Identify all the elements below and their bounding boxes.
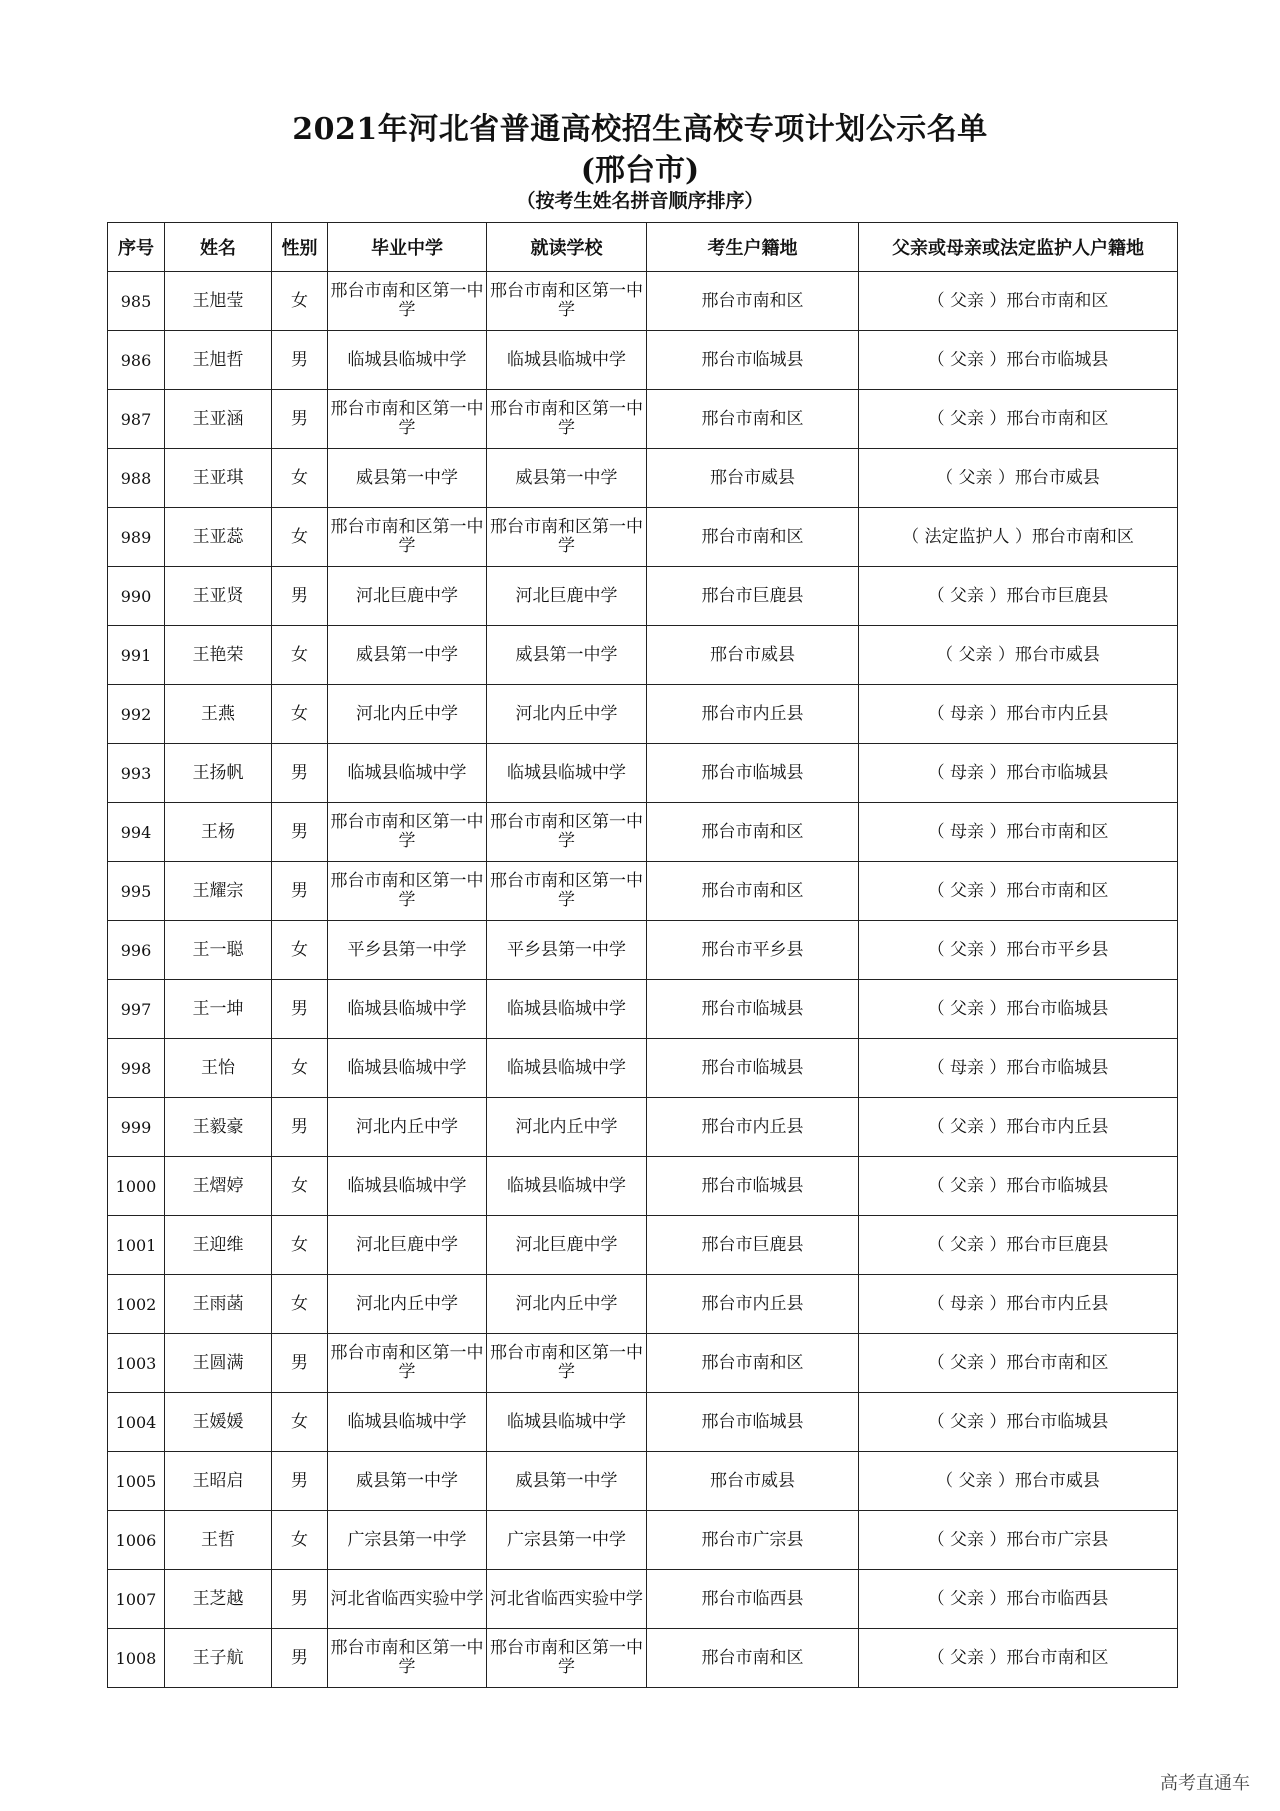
table-row [108,449,1178,508]
cell-guardian-registration: （ 父亲 ）邢台市临西县 [859,1570,1178,1629]
cell-guardian-registration: （ 父亲 ）邢台市威县 [859,449,1178,508]
table-row [108,1629,1178,1688]
cell-name: 王毅豪 [165,1098,272,1157]
cell-current-school: 广宗县第一中学 [487,1511,647,1570]
cell-guardian-registration: （ 父亲 ）邢台市临城县 [859,980,1178,1039]
cell-graduation-school: 平乡县第一中学 [328,921,487,980]
table-row [108,508,1178,567]
cell-gender: 男 [272,803,328,862]
cell-graduation-school: 邢台市南和区第一中学 [328,390,487,449]
cell-gender: 女 [272,921,328,980]
cell-household-registration: 邢台市南和区 [647,803,859,862]
cell-household-registration: 邢台市内丘县 [647,685,859,744]
cell-guardian-registration: （ 母亲 ）邢台市内丘县 [859,685,1178,744]
table-row [108,1275,1178,1334]
cell-name: 王哲 [165,1511,272,1570]
cell-gender: 女 [272,508,328,567]
cell-gender: 男 [272,862,328,921]
cell-household-registration: 邢台市威县 [647,626,859,685]
cell-current-school: 威县第一中学 [487,449,647,508]
cell-household-registration: 邢台市威县 [647,1452,859,1511]
cell-current-school: 邢台市南和区第一中学 [487,272,647,331]
cell-serial: 1006 [108,1511,165,1570]
header-guardian-registration: 父亲或母亲或法定监护人户籍地 [859,223,1178,272]
cell-gender: 男 [272,1334,328,1393]
cell-current-school: 邢台市南和区第一中学 [487,1629,647,1688]
cell-serial: 986 [108,331,165,390]
table-row [108,272,1178,331]
cell-serial: 994 [108,803,165,862]
cell-serial: 993 [108,744,165,803]
cell-graduation-school: 河北内丘中学 [328,1098,487,1157]
cell-gender: 男 [272,567,328,626]
cell-guardian-registration: （ 父亲 ）邢台市南和区 [859,1629,1178,1688]
cell-current-school: 河北内丘中学 [487,685,647,744]
cell-current-school: 河北省临西实验中学 [487,1570,647,1629]
cell-name: 王怡 [165,1039,272,1098]
cell-current-school: 邢台市南和区第一中学 [487,862,647,921]
cell-guardian-registration: （ 父亲 ）邢台市巨鹿县 [859,1216,1178,1275]
cell-graduation-school: 临城县临城中学 [328,1393,487,1452]
cell-serial: 992 [108,685,165,744]
cell-graduation-school: 邢台市南和区第一中学 [328,862,487,921]
cell-serial: 1003 [108,1334,165,1393]
cell-name: 王旭莹 [165,272,272,331]
cell-graduation-school: 河北内丘中学 [328,1275,487,1334]
cell-current-school: 河北巨鹿中学 [487,567,647,626]
cell-guardian-registration: （ 父亲 ）邢台市临城县 [859,1157,1178,1216]
cell-gender: 女 [272,1393,328,1452]
cell-guardian-registration: （ 父亲 ）邢台市南和区 [859,862,1178,921]
cell-household-registration: 邢台市巨鹿县 [647,567,859,626]
cell-guardian-registration: （ 母亲 ）邢台市南和区 [859,803,1178,862]
cell-gender: 男 [272,1570,328,1629]
cell-household-registration: 邢台市南和区 [647,508,859,567]
cell-household-registration: 邢台市临城县 [647,980,859,1039]
cell-serial: 1008 [108,1629,165,1688]
cell-gender: 男 [272,1452,328,1511]
cell-gender: 女 [272,1039,328,1098]
cell-current-school: 邢台市南和区第一中学 [487,1334,647,1393]
cell-serial: 988 [108,449,165,508]
table-row [108,331,1178,390]
cell-serial: 996 [108,921,165,980]
cell-name: 王一坤 [165,980,272,1039]
cell-graduation-school: 河北巨鹿中学 [328,567,487,626]
cell-current-school: 临城县临城中学 [487,980,647,1039]
cell-current-school: 临城县临城中学 [487,1157,647,1216]
cell-gender: 女 [272,1216,328,1275]
cell-graduation-school: 河北内丘中学 [328,685,487,744]
cell-graduation-school: 河北省临西实验中学 [328,1570,487,1629]
table-row [108,803,1178,862]
cell-graduation-school: 威县第一中学 [328,449,487,508]
cell-guardian-registration: （ 父亲 ）邢台市临城县 [859,331,1178,390]
cell-gender: 女 [272,1511,328,1570]
table-row [108,1334,1178,1393]
cell-serial: 997 [108,980,165,1039]
cell-guardian-registration: （ 母亲 ）邢台市临城县 [859,1039,1178,1098]
cell-graduation-school: 威县第一中学 [328,626,487,685]
cell-household-registration: 邢台市内丘县 [647,1098,859,1157]
cell-current-school: 临城县临城中学 [487,744,647,803]
cell-household-registration: 邢台市临城县 [647,744,859,803]
cell-gender: 女 [272,449,328,508]
cell-serial: 1000 [108,1157,165,1216]
cell-current-school: 邢台市南和区第一中学 [487,508,647,567]
cell-serial: 1007 [108,1570,165,1629]
table-body [108,272,1178,1688]
header-graduation-school: 毕业中学 [328,223,487,272]
cell-household-registration: 邢台市南和区 [647,272,859,331]
cell-household-registration: 邢台市临城县 [647,1039,859,1098]
document-subtitle: (邢台市) [580,153,700,188]
table-row [108,1098,1178,1157]
cell-name: 王旭哲 [165,331,272,390]
cell-gender: 男 [272,1098,328,1157]
cell-name: 王扬帆 [165,744,272,803]
cell-name: 王燕 [165,685,272,744]
cell-household-registration: 邢台市南和区 [647,1629,859,1688]
table-row [108,921,1178,980]
cell-current-school: 威县第一中学 [487,1452,647,1511]
cell-serial: 989 [108,508,165,567]
table-row [108,1393,1178,1452]
sort-note: （按考生姓名拼音顺序排序） [516,190,764,212]
cell-gender: 女 [272,685,328,744]
cell-household-registration: 邢台市南和区 [647,1334,859,1393]
cell-current-school: 河北内丘中学 [487,1098,647,1157]
cell-serial: 990 [108,567,165,626]
cell-name: 王圆满 [165,1334,272,1393]
cell-serial: 1005 [108,1452,165,1511]
table-row [108,1216,1178,1275]
cell-name: 王子航 [165,1629,272,1688]
header-name: 姓名 [165,223,272,272]
cell-graduation-school: 邢台市南和区第一中学 [328,1629,487,1688]
table-row [108,1039,1178,1098]
table-header-row [108,223,1178,272]
cell-household-registration: 邢台市威县 [647,449,859,508]
cell-name: 王芝越 [165,1570,272,1629]
header-current-school: 就读学校 [487,223,647,272]
cell-current-school: 平乡县第一中学 [487,921,647,980]
cell-name: 王媛媛 [165,1393,272,1452]
cell-household-registration: 邢台市广宗县 [647,1511,859,1570]
cell-graduation-school: 广宗县第一中学 [328,1511,487,1570]
cell-name: 王亚贤 [165,567,272,626]
cell-gender: 男 [272,744,328,803]
table-row [108,626,1178,685]
cell-household-registration: 邢台市南和区 [647,390,859,449]
header-serial: 序号 [108,223,165,272]
table-row [108,685,1178,744]
cell-name: 王迎维 [165,1216,272,1275]
watermark-text: 高考直通车 [1160,1773,1250,1794]
cell-gender: 男 [272,1629,328,1688]
admission-roster-table [107,222,1178,1688]
cell-household-registration: 邢台市临城县 [647,1393,859,1452]
cell-name: 王亚蕊 [165,508,272,567]
cell-household-registration: 邢台市南和区 [647,862,859,921]
cell-household-registration: 邢台市临城县 [647,1157,859,1216]
cell-name: 王雨菡 [165,1275,272,1334]
cell-current-school: 邢台市南和区第一中学 [487,390,647,449]
cell-serial: 985 [108,272,165,331]
cell-graduation-school: 临城县临城中学 [328,331,487,390]
cell-current-school: 河北内丘中学 [487,1275,647,1334]
cell-gender: 女 [272,1275,328,1334]
table-row [108,1511,1178,1570]
cell-serial: 995 [108,862,165,921]
table-row [108,567,1178,626]
cell-gender: 女 [272,1157,328,1216]
cell-graduation-school: 威县第一中学 [328,1452,487,1511]
cell-guardian-registration: （ 父亲 ）邢台市广宗县 [859,1511,1178,1570]
cell-household-registration: 邢台市内丘县 [647,1275,859,1334]
cell-serial: 999 [108,1098,165,1157]
cell-graduation-school: 邢台市南和区第一中学 [328,508,487,567]
cell-current-school: 临城县临城中学 [487,331,647,390]
cell-guardian-registration: （ 父亲 ）邢台市临城县 [859,1393,1178,1452]
table-row [108,1570,1178,1629]
cell-name: 王一聪 [165,921,272,980]
table-row [108,862,1178,921]
table-row [108,744,1178,803]
cell-current-school: 邢台市南和区第一中学 [487,803,647,862]
cell-serial: 1004 [108,1393,165,1452]
cell-guardian-registration: （ 父亲 ）邢台市内丘县 [859,1098,1178,1157]
cell-name: 王亚涵 [165,390,272,449]
cell-gender: 女 [272,626,328,685]
cell-name: 王杨 [165,803,272,862]
cell-graduation-school: 临城县临城中学 [328,1039,487,1098]
cell-name: 王熠婷 [165,1157,272,1216]
cell-graduation-school: 临城县临城中学 [328,1157,487,1216]
cell-gender: 女 [272,272,328,331]
cell-name: 王亚琪 [165,449,272,508]
cell-current-school: 河北巨鹿中学 [487,1216,647,1275]
cell-household-registration: 邢台市平乡县 [647,921,859,980]
table-row [108,1452,1178,1511]
cell-graduation-school: 河北巨鹿中学 [328,1216,487,1275]
cell-household-registration: 邢台市巨鹿县 [647,1216,859,1275]
cell-guardian-registration: （ 母亲 ）邢台市临城县 [859,744,1178,803]
cell-guardian-registration: （ 父亲 ）邢台市南和区 [859,272,1178,331]
cell-serial: 987 [108,390,165,449]
cell-name: 王耀宗 [165,862,272,921]
cell-household-registration: 邢台市临西县 [647,1570,859,1629]
header-gender: 性别 [272,223,328,272]
cell-guardian-registration: （ 法定监护人 ）邢台市南和区 [859,508,1178,567]
cell-gender: 男 [272,331,328,390]
cell-name: 王艳荣 [165,626,272,685]
cell-guardian-registration: （ 父亲 ）邢台市平乡县 [859,921,1178,980]
cell-guardian-registration: （ 父亲 ）邢台市南和区 [859,1334,1178,1393]
cell-guardian-registration: （ 父亲 ）邢台市威县 [859,626,1178,685]
cell-gender: 男 [272,980,328,1039]
cell-graduation-school: 临城县临城中学 [328,744,487,803]
cell-serial: 991 [108,626,165,685]
cell-graduation-school: 邢台市南和区第一中学 [328,1334,487,1393]
header-household-registration: 考生户籍地 [647,223,859,272]
cell-current-school: 临城县临城中学 [487,1039,647,1098]
cell-serial: 998 [108,1039,165,1098]
cell-guardian-registration: （ 母亲 ）邢台市内丘县 [859,1275,1178,1334]
cell-current-school: 临城县临城中学 [487,1393,647,1452]
table-row [108,980,1178,1039]
cell-graduation-school: 邢台市南和区第一中学 [328,272,487,331]
cell-guardian-registration: （ 父亲 ）邢台市威县 [859,1452,1178,1511]
cell-name: 王昭启 [165,1452,272,1511]
cell-gender: 男 [272,390,328,449]
table-row [108,1157,1178,1216]
document-title: 2021年河北省普通高校招生高校专项计划公示名单 [292,112,988,147]
cell-graduation-school: 邢台市南和区第一中学 [328,803,487,862]
cell-serial: 1001 [108,1216,165,1275]
cell-graduation-school: 临城县临城中学 [328,980,487,1039]
cell-guardian-registration: （ 父亲 ）邢台市南和区 [859,390,1178,449]
table-row [108,390,1178,449]
cell-household-registration: 邢台市临城县 [647,331,859,390]
cell-serial: 1002 [108,1275,165,1334]
cell-current-school: 威县第一中学 [487,626,647,685]
cell-guardian-registration: （ 父亲 ）邢台市巨鹿县 [859,567,1178,626]
